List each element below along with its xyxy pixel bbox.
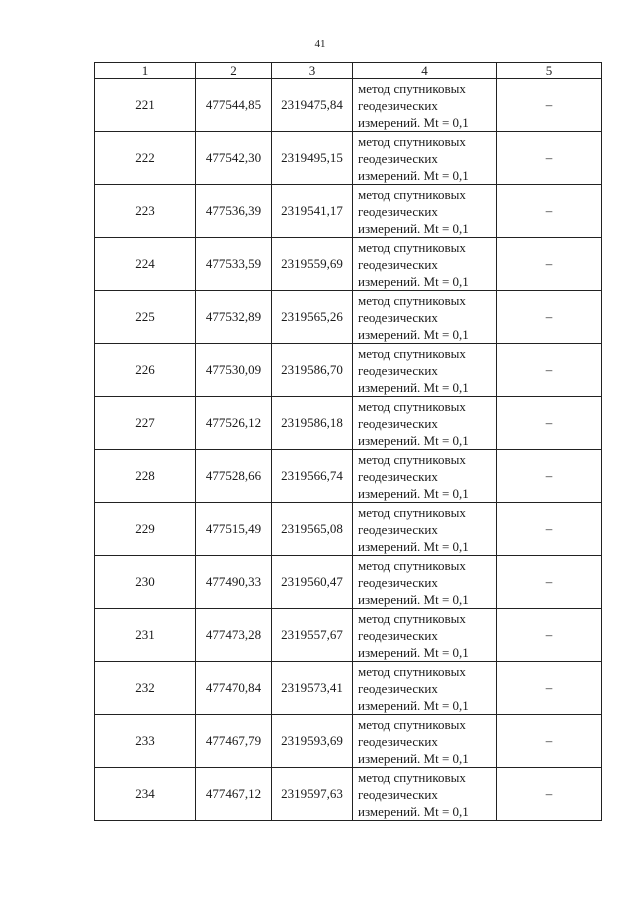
method-cell [353, 768, 497, 821]
y-coordinate-cell: 2319559,69 [272, 238, 353, 291]
method-text-line: измерений. Mt = 0,1 [358, 432, 469, 448]
note-cell: – [497, 715, 602, 768]
y-coordinate-cell: 2319541,17 [272, 185, 353, 238]
x-coordinate-cell: 477532,89 [196, 291, 272, 344]
y-coordinate-cell: 2319593,69 [272, 715, 353, 768]
method-text-line: измерений. Mt = 0,1 [358, 167, 469, 183]
method-text-line: геодезических [358, 468, 438, 484]
point-number-cell: 233 [95, 715, 196, 768]
column-header-2: 2 [196, 63, 272, 79]
column-header-3: 3 [272, 63, 353, 79]
x-coordinate-cell: 477530,09 [196, 344, 272, 397]
method-text-line: геодезических [358, 627, 438, 643]
y-coordinate-cell: 2319586,70 [272, 344, 353, 397]
x-coordinate-cell: 477533,59 [196, 238, 272, 291]
x-coordinate-cell: 477536,39 [196, 185, 272, 238]
note-cell: – [497, 503, 602, 556]
method-text-line: измерений. Mt = 0,1 [358, 803, 469, 819]
method-text-line: метод спутниковых [358, 557, 466, 573]
method-cell [353, 609, 497, 662]
y-coordinate-cell: 2319560,47 [272, 556, 353, 609]
method-text-line: метод спутниковых [358, 769, 466, 785]
table-row [95, 556, 602, 609]
method-text-line: измерений. Mt = 0,1 [358, 379, 469, 395]
method-text-line: измерений. Mt = 0,1 [358, 538, 469, 554]
note-cell: – [497, 79, 602, 132]
x-coordinate-cell: 477467,79 [196, 715, 272, 768]
method-text-line: метод спутниковых [358, 133, 466, 149]
point-number-cell: 225 [95, 291, 196, 344]
method-text-line: геодезических [358, 150, 438, 166]
method-text-line: измерений. Mt = 0,1 [358, 750, 469, 766]
method-text-line: метод спутниковых [358, 345, 466, 361]
column-header-4: 4 [353, 63, 497, 79]
method-text-line: метод спутниковых [358, 451, 466, 467]
point-number-cell: 230 [95, 556, 196, 609]
note-cell: – [497, 768, 602, 821]
point-number-cell: 228 [95, 450, 196, 503]
y-coordinate-cell: 2319566,74 [272, 450, 353, 503]
note-cell: – [497, 291, 602, 344]
note-cell: – [497, 238, 602, 291]
x-coordinate-cell: 477490,33 [196, 556, 272, 609]
table-row [95, 450, 602, 503]
point-number-cell: 234 [95, 768, 196, 821]
point-number-cell: 227 [95, 397, 196, 450]
method-text-line: геодезических [358, 786, 438, 802]
method-text-line: измерений. Mt = 0,1 [358, 644, 469, 660]
note-cell: – [497, 609, 602, 662]
method-text-line: метод спутниковых [358, 292, 466, 308]
point-number-cell: 224 [95, 238, 196, 291]
method-text-line: метод спутниковых [358, 663, 466, 679]
table-row [95, 344, 602, 397]
method-text-line: измерений. Mt = 0,1 [358, 273, 469, 289]
method-text-line: геодезических [358, 309, 438, 325]
y-coordinate-cell: 2319495,15 [272, 132, 353, 185]
x-coordinate-cell: 477542,30 [196, 132, 272, 185]
method-cell [353, 503, 497, 556]
method-text-line: геодезических [358, 415, 438, 431]
method-cell [353, 185, 497, 238]
point-number-cell: 221 [95, 79, 196, 132]
y-coordinate-cell: 2319565,26 [272, 291, 353, 344]
method-cell [353, 715, 497, 768]
method-cell [353, 397, 497, 450]
method-text-line: метод спутниковых [358, 186, 466, 202]
table-row [95, 132, 602, 185]
method-cell [353, 556, 497, 609]
x-coordinate-cell: 477528,66 [196, 450, 272, 503]
method-text-line: измерений. Mt = 0,1 [358, 326, 469, 342]
method-text-line: метод спутниковых [358, 239, 466, 255]
page-number: 41 [314, 38, 326, 50]
method-text-line: геодезических [358, 362, 438, 378]
table-row [95, 185, 602, 238]
y-coordinate-cell: 2319475,84 [272, 79, 353, 132]
x-coordinate-cell: 477544,85 [196, 79, 272, 132]
method-cell [353, 662, 497, 715]
coordinates-table [94, 62, 602, 821]
column-header-5: 5 [497, 63, 602, 79]
method-text-line: метод спутниковых [358, 716, 466, 732]
table-row [95, 715, 602, 768]
method-text-line: измерений. Mt = 0,1 [358, 114, 469, 130]
x-coordinate-cell: 477515,49 [196, 503, 272, 556]
point-number-cell: 232 [95, 662, 196, 715]
point-number-cell: 231 [95, 609, 196, 662]
table-row [95, 79, 602, 132]
method-text-line: геодезических [358, 256, 438, 272]
note-cell: – [497, 397, 602, 450]
y-coordinate-cell: 2319557,67 [272, 609, 353, 662]
method-text-line: геодезических [358, 203, 438, 219]
table-row [95, 768, 602, 821]
note-cell: – [497, 556, 602, 609]
note-cell: – [497, 662, 602, 715]
point-number-cell: 222 [95, 132, 196, 185]
method-text-line: геодезических [358, 97, 438, 113]
method-text-line: геодезических [358, 521, 438, 537]
method-text-line: геодезических [358, 680, 438, 696]
note-cell: – [497, 185, 602, 238]
method-text-line: измерений. Mt = 0,1 [358, 485, 469, 501]
y-coordinate-cell: 2319573,41 [272, 662, 353, 715]
y-coordinate-cell: 2319565,08 [272, 503, 353, 556]
x-coordinate-cell: 477470,84 [196, 662, 272, 715]
table-row [95, 503, 602, 556]
point-number-cell: 223 [95, 185, 196, 238]
method-text-line: геодезических [358, 574, 438, 590]
method-text-line: метод спутниковых [358, 80, 466, 96]
table-row [95, 609, 602, 662]
method-cell [353, 291, 497, 344]
table-row [95, 291, 602, 344]
y-coordinate-cell: 2319586,18 [272, 397, 353, 450]
point-number-cell: 226 [95, 344, 196, 397]
note-cell: – [497, 344, 602, 397]
method-text-line: метод спутниковых [358, 398, 466, 414]
table-row [95, 238, 602, 291]
table-row [95, 662, 602, 715]
x-coordinate-cell: 477473,28 [196, 609, 272, 662]
method-cell [353, 238, 497, 291]
method-text-line: измерений. Mt = 0,1 [358, 697, 469, 713]
y-coordinate-cell: 2319597,63 [272, 768, 353, 821]
method-text-line: измерений. Mt = 0,1 [358, 220, 469, 236]
method-cell [353, 344, 497, 397]
method-text-line: измерений. Mt = 0,1 [358, 591, 469, 607]
note-cell: – [497, 450, 602, 503]
method-text-line: геодезических [358, 733, 438, 749]
method-text-line: метод спутниковых [358, 504, 466, 520]
x-coordinate-cell: 477467,12 [196, 768, 272, 821]
method-cell [353, 79, 497, 132]
table-header-row [95, 63, 602, 79]
method-cell [353, 450, 497, 503]
method-text-line: метод спутниковых [358, 610, 466, 626]
method-cell [353, 132, 497, 185]
x-coordinate-cell: 477526,12 [196, 397, 272, 450]
table-body [95, 79, 602, 821]
column-header-1: 1 [95, 63, 196, 79]
table-row [95, 397, 602, 450]
note-cell: – [497, 132, 602, 185]
point-number-cell: 229 [95, 503, 196, 556]
